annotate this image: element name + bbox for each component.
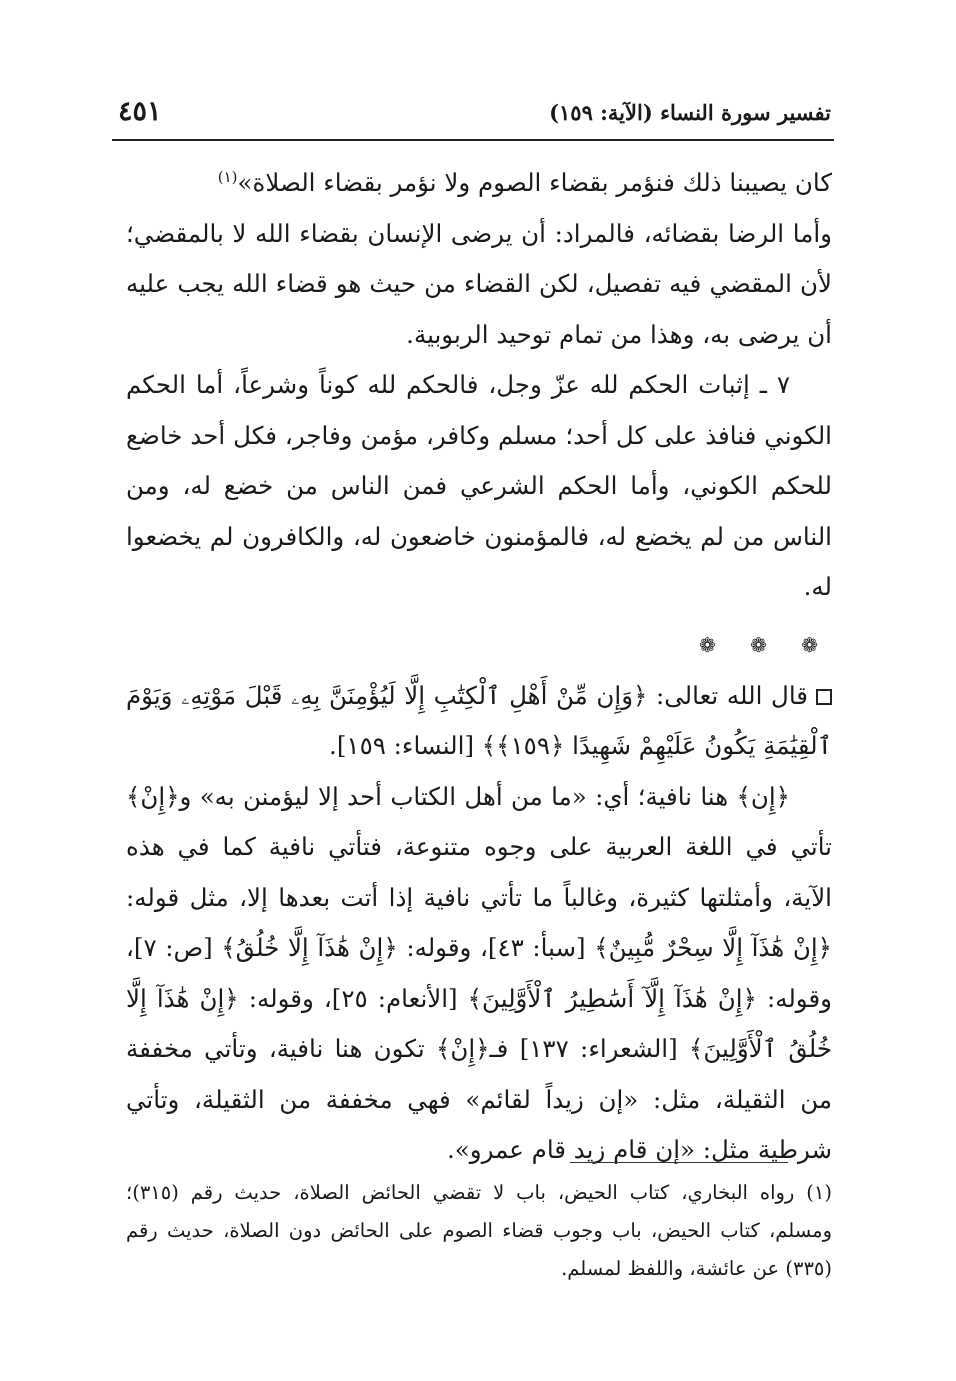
paragraph-point-7: ٧ ـ إثبات الحكم لله عزّ وجل، فالحكم لله كوناً وشرعاً، أما الحكم الكوني فنافذ على كل أحد؛ مسلم وكافر، مؤمن وفاجر، فكل أحد خاضع للحكم الكوني، وأما الحكم الشرعي فمن الناس من خضع له، ومن الناس من لم يخضع له، فالمؤمنون خاضعون له، والكافرون لم يخضعوا له. [126, 370, 832, 601]
section-separator-stars: ❁ ❁ ❁ [699, 632, 832, 657]
main-text [126, 158, 832, 1176]
square-bullet-icon [816, 689, 832, 705]
footnote-reference: (١) [217, 167, 238, 186]
footnote-marker: (١) [806, 1181, 832, 1204]
page-number: ٤٥١ [118, 96, 162, 127]
paragraph-in-meanings: ﴿إِن﴾ هنا نافية؛ أي: «ما من أهل الكتاب أحد إلا ليؤمنن به» و﴿إِنْ﴾ تأتي في اللغة العربية على وجوه متنوعة، فتأتي نافية كما في هذه الآية، وأمثلتها كثيرة، وغالباً ما تأتي نافية إذا أتت بعدها إلا، مثل قوله: ﴿إِنْ هَٰذَآ إِلَّا سِحْرٌ مُّبِينٌ﴾ [سبأ: ٤٣]، وقوله: ﴿إِنْ هَٰذَآ إِلَّا خُلُقُ﴾ [ص: ٧]، وقوله: ﴿إِنْ هَٰذَآ إِلَّآ أَسَٰطِيرُ ٱلْأَوَّلِينَ﴾ [الأنعام: ٢٥]، وقوله: ﴿إِنْ هَٰذَآ إِلَّا خُلُقُ ٱلْأَوَّلِينَ﴾ [الشعراء: ١٣٧] فـ﴿إِنْ﴾ تكون هنا نافية، وتأتي مخففة من الثقيلة، مثل: «إن زيداً لقائم» فهي مخففة من الثقيلة، وتأتي شرطية مثل: «إن قام زيد قام عمرو». [126, 781, 833, 1164]
footnote-text: رواه البخاري، كتاب الحيض، باب لا تقضي الحائض الصلاة، حديث رقم (٣١٥)؛ ومسلم، كتاب الحيض، باب وجوب قضاء الصوم على الحائض دون الصلاة، حديث رقم (٣٣٥) عن عائشة، واللفظ لمسلم. [126, 1181, 832, 1280]
verse-text: قال الله تعالى: ﴿وَإِن مِّنْ أَهْلِ ٱلْكِتَٰبِ إِلَّا لَيُؤْمِنَنَّ بِهِۦ قَبْلَ مَوْتِهِۦ وَيَوْمَ ٱلْقِيَٰمَةِ يَكُونُ عَلَيْهِمْ شَهِيدًا ﴿١٥٩﴾﴾ [النساء: ١٥٩]. [126, 680, 832, 760]
page-header [118, 96, 831, 136]
footnote-item [126, 1174, 832, 1288]
footnotes [126, 1174, 832, 1288]
running-title: تفسير سورة النساء (الآية: ١٥٩) [549, 100, 831, 125]
footnote-divider [570, 1162, 788, 1163]
paragraph-continuation [126, 158, 832, 209]
verse-heading [126, 671, 832, 772]
paragraph-qada: وأما الرضا بقضائه، فالمراد: أن يرضى الإنسان بقضاء الله لا بالمقضي؛ لأن المقضي فيه تفصيل، لكن القضاء من حيث هو قضاء الله يجب عليه أن يرضى به، وهذا من تمام توحيد الربوبية. [126, 218, 832, 349]
paragraph-text: كان يصيبنا ذلك فنؤمر بقضاء الصوم ولا نؤمر بقضاء الصلاة» [237, 168, 832, 197]
header-divider [112, 139, 834, 141]
